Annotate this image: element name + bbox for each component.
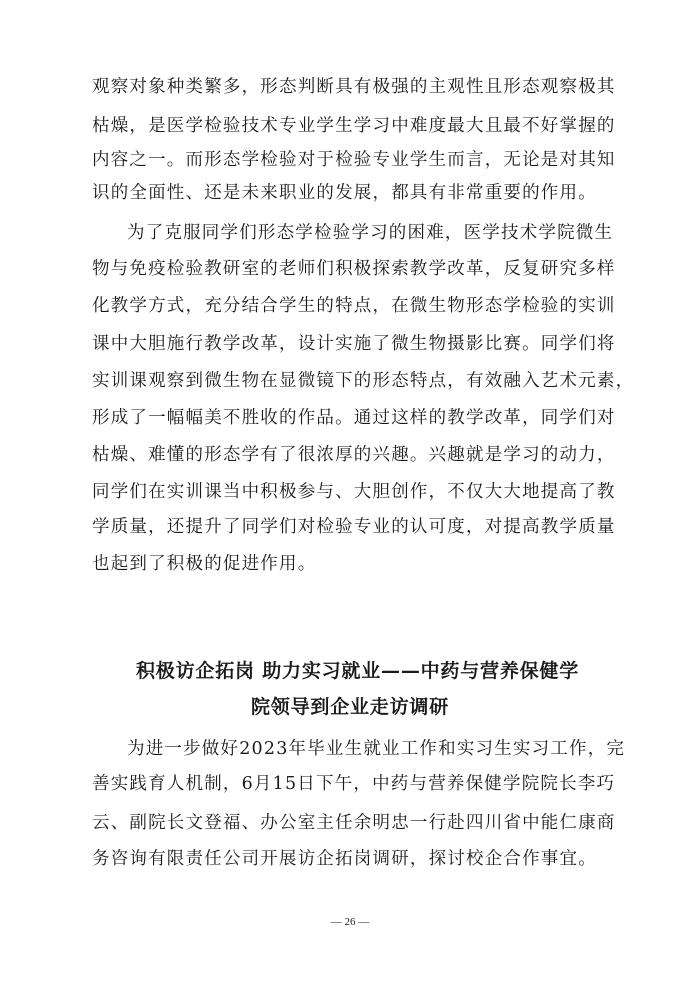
body-text-line: 云、副院长文登福、办公室主任余明忠一行赴四川省中能仁康商 — [92, 813, 616, 833]
body-text-line: 枯燥，是医学检验技术专业学生学习中难度最大且最不好掌握的 — [92, 116, 616, 136]
body-text-line: 形成了一幅幅美不胜收的作品。通过这样的教学改革，同学们对 — [92, 408, 616, 428]
body-text-line: 识的全面性、还是未来职业的发展，都具有非常重要的作用。 — [92, 183, 597, 203]
body-text-line: 为了克服同学们形态学检验学习的困难，医学技术学院微生 — [127, 223, 614, 243]
body-text-line: 学质量，还提升了同学们对检验专业的认可度，对提高教学质量 — [92, 517, 616, 537]
page-number: — 26 — — [330, 916, 370, 928]
body-text-line: 也起到了积极的促进作用。 — [92, 554, 317, 574]
body-text-line: 内容之一。而形态学检验对于检验专业学生而言，无论是对其知 — [92, 150, 616, 170]
body-text-line: 实训课观察到微生物在显微镜下的形态特点，有效融入艺术元素， — [92, 371, 635, 391]
body-text-line: 善实践育人机制，6月15日下午，中药与营养保健学院院长李巧 — [92, 774, 616, 794]
body-text-line: 务咨询有限责任公司开展访企拓岗调研，探讨校企合作事宜。 — [92, 849, 597, 869]
article-title-line-1: 积极访企拓岗 助力实习就业——中药与营养保健学 — [136, 660, 580, 682]
body-text-line: 为进一步做好2023年毕业生就业工作和实习生实习工作，完 — [127, 739, 626, 759]
body-text-line: 课中大胆施行教学改革，设计实施了微生物摄影比赛。同学们将 — [92, 334, 616, 354]
body-text-line: 枯燥、难懂的形态学有了很浓厚的兴趣。兴趣就是学习的动力， — [92, 445, 616, 465]
article-title-line-2: 院领导到企业走访调研 — [251, 696, 450, 718]
body-text-line: 物与免疫检验教研室的老师们积极探索教学改革，反复研究多样 — [92, 259, 616, 279]
body-text-line: 化教学方式，充分结合学生的特点，在微生物形态学检验的实训 — [92, 296, 616, 316]
body-text-line: 观察对象种类繁多，形态判断具有极强的主观性且形态观察极其 — [92, 77, 616, 97]
body-text-line: 同学们在实训课当中积极参与、大胆创作，不仅大大地提高了教 — [92, 482, 616, 502]
